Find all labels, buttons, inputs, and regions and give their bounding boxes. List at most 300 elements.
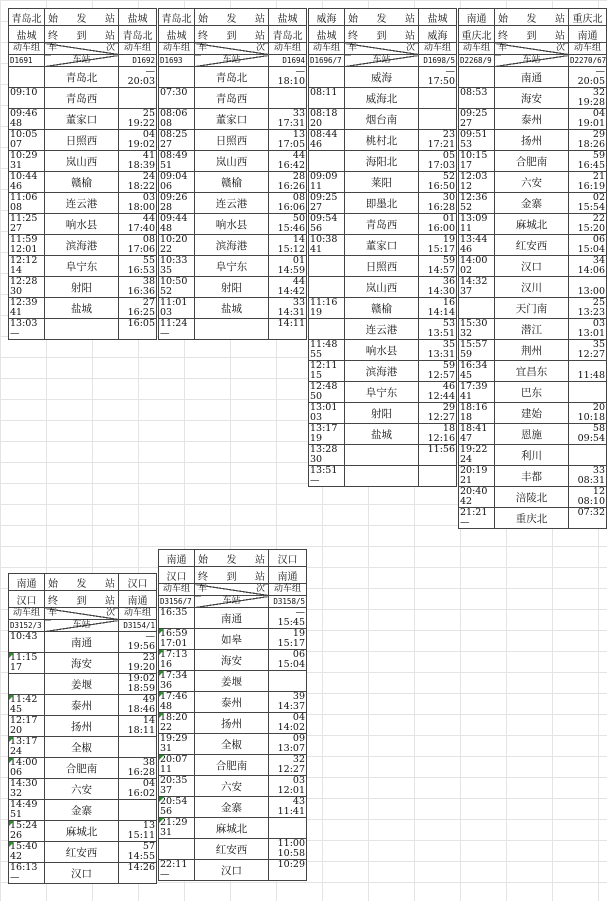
left-train-times: [309, 277, 345, 298]
left-train-times: [309, 319, 345, 340]
left-time-top: 10:20: [160, 234, 188, 245]
timetable-row: [9, 88, 157, 109]
right-time-bottom: 16:28: [427, 202, 455, 213]
station-name: 桃村北: [345, 130, 419, 151]
terminal-label-char: 到: [76, 595, 87, 607]
emu-group-label: 动车组: [569, 43, 607, 55]
timetable-row: [459, 235, 607, 256]
left-terminal-station: 盐城: [159, 26, 195, 43]
emu-group-label: 动车组: [269, 43, 307, 55]
left-train-times: [9, 821, 45, 842]
left-time-bottom: 12: [460, 181, 473, 192]
right-time-bottom: 13:00: [577, 286, 605, 297]
right-time-bottom: [419, 455, 455, 465]
left-time-top: [460, 67, 494, 77]
origin-label: [45, 9, 119, 26]
right-time-bottom: 15:20: [577, 223, 605, 234]
left-train-times: [309, 235, 345, 256]
right-train-times: [269, 193, 307, 214]
right-origin-station: 汉口: [269, 550, 307, 567]
right-train-times: [119, 214, 157, 235]
left-time-bottom: [310, 161, 344, 171]
left-train-times: [9, 863, 45, 884]
station-name: 响水县: [195, 214, 269, 235]
origin-label-char: 始: [48, 578, 58, 590]
left-terminal-station: 盐城: [9, 26, 45, 43]
left-time-bottom: [10, 77, 44, 87]
timetable-row: [459, 256, 607, 277]
left-train-times: [159, 692, 195, 713]
station-name: 赣榆: [45, 172, 119, 193]
timetable-row: [9, 277, 157, 298]
train-number-label: [195, 43, 269, 55]
left-time-bottom: 53: [460, 139, 473, 150]
emu-group-label: 动车组: [9, 43, 45, 55]
right-time-bottom: 15:17: [427, 244, 455, 255]
right-train-times: [569, 445, 607, 466]
timetable: [458, 8, 607, 529]
right-train-times: [119, 737, 157, 758]
left-time-bottom: 07: [10, 139, 23, 150]
left-train-times: [159, 88, 195, 109]
right-time-top: 21: [592, 171, 605, 182]
right-train-times: [269, 277, 307, 298]
origin-label-char: 发: [226, 13, 237, 25]
left-time-bottom: 31: [10, 160, 23, 171]
timetable-row: [309, 298, 457, 319]
station-name: 六安: [495, 172, 569, 193]
right-time-top: [269, 88, 305, 98]
train-number-label: [495, 43, 569, 55]
right-time-bottom: 16:28: [127, 767, 155, 778]
right-time-bottom: 18:46: [127, 704, 155, 715]
left-time-top: 08:06: [160, 108, 188, 119]
terminal-label: [195, 567, 269, 584]
right-time-bottom: 15:54: [577, 202, 605, 213]
station-name: 连云港: [345, 319, 419, 340]
right-time-top: 49: [142, 694, 155, 705]
right-time-top: —: [445, 66, 455, 77]
left-train-times: [459, 214, 495, 235]
right-time-top: 16:05: [127, 318, 155, 329]
left-time-bottom: 11: [160, 764, 173, 775]
right-time-bottom: 17:21: [427, 139, 455, 150]
right-time-top: 05: [442, 150, 455, 161]
train-number-label-ci: 次: [405, 43, 415, 53]
left-time-top: [460, 298, 494, 308]
left-train-times: [459, 277, 495, 298]
right-time-bottom: 18:59: [127, 683, 155, 694]
left-train-times: [159, 755, 195, 776]
left-time-top: 12:28: [10, 276, 38, 287]
right-train-times: [269, 755, 307, 776]
left-train-times: [309, 88, 345, 109]
right-train-times: [269, 776, 307, 797]
right-terminal-station: 威海: [419, 26, 457, 43]
left-time-top: 08:44: [310, 129, 338, 140]
right-time-top: 44: [142, 213, 155, 224]
right-time-top: 19:02: [127, 673, 155, 684]
right-train-number: D3154/1: [119, 620, 157, 632]
right-train-times: [269, 860, 307, 881]
station-name: 青岛西: [45, 88, 119, 109]
right-time-top: 18: [442, 423, 455, 434]
station-name: 连云港: [195, 193, 269, 214]
left-time-top: 16:59: [160, 628, 188, 639]
right-time-bottom: 14:55: [127, 851, 155, 862]
right-train-times: [419, 361, 457, 382]
left-train-times: [309, 130, 345, 151]
left-time-bottom: [310, 77, 344, 87]
right-time-bottom: 14:02: [277, 722, 305, 733]
right-time-top: 46: [442, 381, 455, 392]
right-time-bottom: 12:01: [277, 785, 305, 796]
right-origin-station: 盐城: [419, 9, 457, 26]
station-name: 响水县: [45, 214, 119, 235]
left-train-times: [159, 797, 195, 818]
left-time-top: 20:40: [460, 486, 488, 497]
timetable-row: [309, 151, 457, 172]
left-time-top: 07:30: [160, 87, 188, 98]
origin-label-char: 站: [255, 554, 265, 566]
right-time-bottom: [119, 329, 155, 339]
station-name: 巴东: [495, 382, 569, 403]
left-time-top: 18:16: [460, 402, 488, 413]
left-train-times: [459, 235, 495, 256]
timetable-row: [309, 277, 457, 298]
left-time-bottom: —: [310, 475, 320, 486]
left-time-top: 09:09: [310, 171, 338, 182]
right-time-bottom: 12:44: [427, 391, 455, 402]
station-name: 射阳: [345, 403, 419, 424]
right-train-times: [419, 214, 457, 235]
timetable-row: [9, 193, 157, 214]
station-name: 天门南: [495, 298, 569, 319]
left-terminal-station: 汉口: [159, 567, 195, 584]
terminal-label-char: 终: [498, 30, 508, 42]
right-time-bottom: 15:12: [277, 244, 305, 255]
left-time-bottom: 52: [460, 202, 473, 213]
left-time-bottom: 45: [460, 370, 473, 381]
left-time-top: 17:13: [160, 649, 188, 660]
left-origin-station: 南通: [159, 550, 195, 567]
left-time-top: 16:34: [460, 360, 488, 371]
right-time-top: 06: [292, 649, 305, 660]
right-time-bottom: 18:00: [127, 202, 155, 213]
left-time-top: 15:57: [460, 339, 488, 350]
timetable: [308, 8, 457, 487]
left-time-bottom: 48: [160, 223, 173, 234]
right-time-top: 35: [442, 339, 455, 350]
left-time-top: 09:44: [160, 213, 188, 224]
station-name: 全椒: [195, 734, 269, 755]
right-time-top: 13: [292, 129, 305, 140]
right-time-top: 22: [592, 213, 605, 224]
terminal-label-char: 终: [198, 30, 208, 42]
terminal-label-char: 终: [48, 595, 58, 607]
left-time-bottom: 06: [160, 181, 173, 192]
left-time-bottom: —: [10, 328, 20, 339]
left-time-bottom: [10, 684, 44, 694]
left-time-bottom: 32: [10, 788, 23, 799]
train-number-label: [345, 43, 419, 55]
right-train-times: [419, 109, 457, 130]
right-time-bottom: 16:02: [127, 788, 155, 799]
terminal-label-char: 站: [255, 571, 265, 583]
right-train-times: [569, 403, 607, 424]
right-train-times: [119, 800, 157, 821]
station-column-header: 车站: [195, 55, 269, 67]
train-number-label-che: 车: [198, 43, 208, 53]
right-train-times: [569, 319, 607, 340]
left-time-top: 09:51: [460, 129, 488, 140]
right-time-top: —: [295, 66, 305, 77]
right-time-top: [569, 382, 605, 392]
left-time-top: 11:16: [310, 297, 338, 308]
station-name: 六安: [45, 779, 119, 800]
left-train-times: [159, 256, 195, 277]
left-time-bottom: 22: [160, 244, 173, 255]
origin-label-char: 始: [198, 554, 208, 566]
timetable-row: [309, 319, 457, 340]
left-time-top: 09:04: [160, 171, 188, 182]
timetable-row: [459, 172, 607, 193]
left-train-times: [159, 818, 195, 839]
right-time-top: 08: [292, 192, 305, 203]
station-name: 丰都: [495, 466, 569, 487]
right-time-bottom: 17:31: [277, 118, 305, 129]
right-time-top: 08: [142, 234, 155, 245]
left-train-times: [9, 758, 45, 779]
left-time-top: 08:11: [310, 87, 338, 98]
right-train-times: [269, 692, 307, 713]
right-time-bottom: 12:27: [577, 349, 605, 360]
station-name: 赣榆: [345, 298, 419, 319]
station-name: 连云港: [45, 193, 119, 214]
left-train-times: [9, 632, 45, 653]
timetable-row: [459, 508, 607, 529]
right-time-top: 25: [592, 297, 605, 308]
station-name: [345, 466, 419, 487]
right-time-bottom: 13:07: [277, 743, 305, 754]
station-name: 南通: [195, 608, 269, 629]
origin-label-char: 始: [48, 13, 58, 25]
left-train-times: [9, 256, 45, 277]
right-time-top: 29: [442, 402, 455, 413]
left-time-bottom: [160, 77, 194, 87]
right-time-top: 19: [442, 234, 455, 245]
right-time-bottom: 13:23: [577, 307, 605, 318]
left-time-bottom: 56: [160, 806, 173, 817]
origin-label: [195, 9, 269, 26]
left-time-top: 09:10: [10, 87, 38, 98]
emu-group-label: 动车组: [269, 584, 307, 596]
timetable-row: [309, 466, 457, 487]
left-time-top: 10:50: [160, 276, 188, 287]
right-train-times: [269, 256, 307, 277]
left-time-top: 09:54: [310, 213, 338, 224]
terminal-label-char: 站: [105, 30, 115, 42]
timetable-row: [9, 130, 157, 151]
terminal-label-char: 站: [555, 30, 565, 42]
left-time-top: 09:26: [160, 192, 188, 203]
timetable-row: [159, 608, 307, 629]
timetable-row: [309, 193, 457, 214]
right-time-bottom: [419, 119, 455, 129]
right-train-times: [119, 319, 157, 340]
right-time-bottom: [419, 98, 455, 108]
terminal-label: [495, 26, 569, 43]
left-terminal-station: 重庆北: [459, 26, 495, 43]
right-train-times: [569, 130, 607, 151]
origin-label-char: 发: [526, 13, 537, 25]
train-number-label-che: 车: [498, 43, 508, 53]
station-name: 威海北: [345, 88, 419, 109]
left-time-bottom: 19: [310, 433, 323, 444]
right-time-top: [119, 88, 155, 98]
left-train-times: [159, 214, 195, 235]
station-name: [345, 445, 419, 466]
left-train-times: [309, 109, 345, 130]
left-time-top: 08:53: [460, 87, 488, 98]
left-train-times: [9, 235, 45, 256]
right-train-times: [419, 403, 457, 424]
right-time-bottom: 15:17: [277, 638, 305, 649]
right-time-bottom: 19:22: [127, 118, 155, 129]
station-name: 汉川: [495, 277, 569, 298]
left-time-bottom: 42: [460, 496, 473, 507]
train-number-label: [45, 608, 119, 620]
left-time-top: 08:49: [160, 150, 188, 161]
left-train-number: D3156/7: [159, 596, 195, 608]
left-time-bottom: 20: [310, 118, 323, 129]
right-train-times: [569, 193, 607, 214]
timetable-row: [159, 130, 307, 151]
right-time-bottom: 15:45: [277, 617, 305, 628]
right-time-bottom: 14:42: [277, 286, 305, 297]
timetable-row: [459, 298, 607, 319]
left-train-times: [159, 650, 195, 671]
right-train-times: [269, 797, 307, 818]
right-train-times: [119, 298, 157, 319]
station-name: 红安西: [195, 839, 269, 860]
right-time-bottom: 16:53: [127, 265, 155, 276]
timetable-row: [459, 193, 607, 214]
left-time-bottom: 15: [310, 370, 323, 381]
right-time-bottom: 12:27: [427, 412, 455, 423]
left-terminal-station: 盐城: [309, 26, 345, 43]
right-train-times: [569, 235, 607, 256]
timetable-row: [9, 695, 157, 716]
right-train-times: [419, 67, 457, 88]
left-origin-station: 青岛北: [159, 9, 195, 26]
right-train-times: [119, 842, 157, 863]
right-origin-station: 盐城: [119, 9, 157, 26]
left-time-bottom: 21: [460, 475, 473, 486]
right-train-times: [269, 734, 307, 755]
terminal-label-char: 到: [76, 30, 87, 42]
right-time-top: 59: [442, 360, 455, 371]
right-train-times: [119, 193, 157, 214]
left-time-top: [310, 319, 344, 329]
left-time-bottom: 36: [160, 680, 173, 691]
left-time-bottom: 55: [310, 349, 323, 360]
station-name: 盐城: [345, 424, 419, 445]
left-time-bottom: 11: [460, 223, 473, 234]
station-name: 岚山西: [345, 277, 419, 298]
left-time-top: 10:05: [10, 129, 38, 140]
timetable-row: [9, 298, 157, 319]
left-time-bottom: —: [10, 872, 20, 883]
right-time-top: [419, 466, 455, 476]
timetable-row: [9, 67, 157, 88]
timetable-row: [159, 193, 307, 214]
right-train-times: [569, 88, 607, 109]
timetable-row: [159, 88, 307, 109]
right-train-times: [419, 151, 457, 172]
right-time-bottom: 19:02: [127, 139, 155, 150]
right-time-bottom: 13:01: [577, 328, 605, 339]
left-train-times: [9, 130, 45, 151]
left-time-top: 16:35: [160, 607, 188, 618]
right-time-top: —: [295, 607, 305, 618]
left-time-bottom: 37: [160, 785, 173, 796]
right-train-times: [569, 361, 607, 382]
right-time-bottom: 15:11: [127, 830, 155, 841]
right-train-times: [569, 508, 607, 529]
timetable-row: [309, 361, 457, 382]
right-time-top: 58: [592, 423, 605, 434]
left-train-times: [159, 235, 195, 256]
right-train-times: [269, 650, 307, 671]
left-terminal-station: 汉口: [9, 591, 45, 608]
left-train-times: [459, 172, 495, 193]
left-time-bottom: —: [160, 869, 170, 880]
timetable-row: [159, 151, 307, 172]
emu-group-label: 动车组: [459, 43, 495, 55]
left-time-top: 17:46: [160, 691, 188, 702]
timetable-row: [9, 319, 157, 340]
station-name: 南通: [495, 67, 569, 88]
right-train-times: [269, 298, 307, 319]
left-time-bottom: 59: [460, 349, 473, 360]
left-time-bottom: 50: [310, 391, 323, 402]
left-time-bottom: 46: [10, 181, 23, 192]
left-time-top: 08:18: [310, 108, 338, 119]
right-train-times: [569, 466, 607, 487]
station-name: 海安: [45, 653, 119, 674]
left-train-times: [9, 88, 45, 109]
right-time-bottom: 15:46: [277, 223, 305, 234]
right-time-top: 28: [292, 171, 305, 182]
timetable-row: [9, 758, 157, 779]
right-time-bottom: 14:14: [427, 307, 455, 318]
right-time-top: —: [145, 66, 155, 77]
right-time-bottom: 18:22: [127, 181, 155, 192]
station-column-header: 车站: [345, 55, 419, 67]
left-train-number: D3152/3: [9, 620, 45, 632]
terminal-label-char: 终: [198, 571, 208, 583]
left-time-top: 12:17: [10, 715, 38, 726]
left-time-bottom: [460, 98, 494, 108]
timetable-row: [9, 737, 157, 758]
left-time-bottom: 51: [10, 809, 23, 820]
station-name: 荆州: [495, 340, 569, 361]
left-time-top: 14:32: [460, 276, 488, 287]
left-time-top: [310, 277, 344, 287]
right-time-bottom: 14:37: [277, 701, 305, 712]
right-time-bottom: 12:16: [427, 433, 455, 444]
